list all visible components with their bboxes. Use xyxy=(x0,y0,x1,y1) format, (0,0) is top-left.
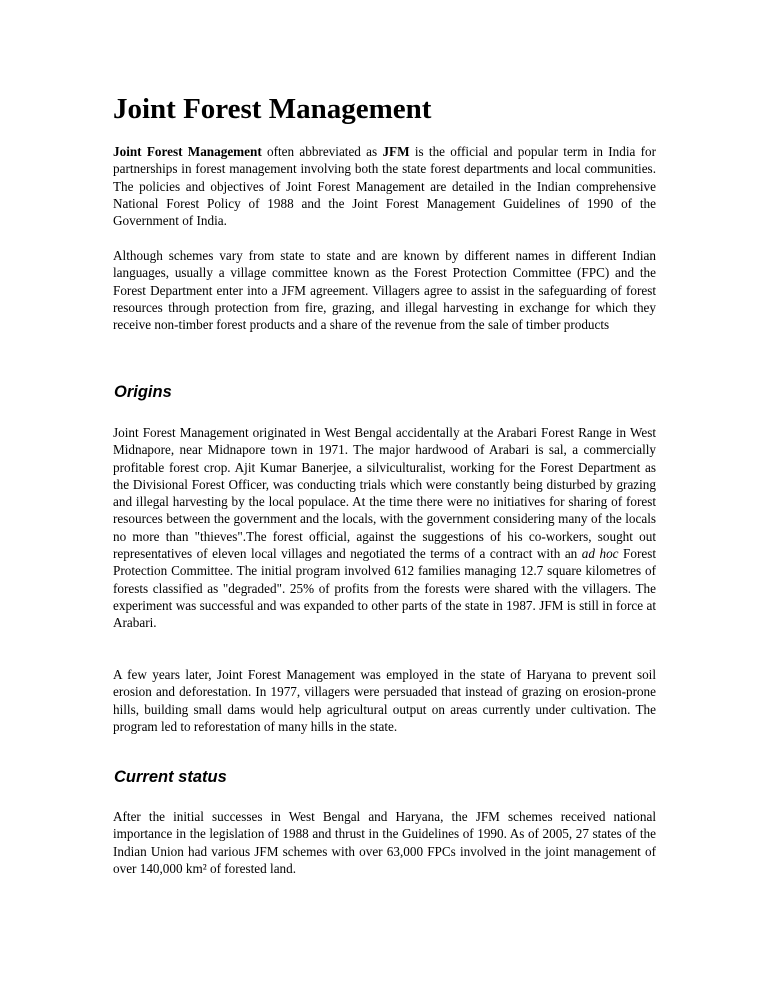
bold-term-jfm: JFM xyxy=(382,144,410,159)
section-heading-current-status: Current status xyxy=(114,768,227,786)
intro-paragraph-2: Although schemes vary from state to state and are known by different names in different Indian languages, usually a village committee known as the Forest Protection Committee (FPC) and the Forest Department enter into a JFM agreement. Villagers agree to assist in the safeguarding of forest resources through protection from fire, grazing, and illegal harvesting in exchange for which they receive non-timber forest products and a share of the revenue from the sale of timber products xyxy=(113,248,656,333)
intro-text-2: is the official and popular term in India for partnerships in forest management involving both the state forest departments and local communities. The policies and objectives of Joint Forest Management are detailed in the Indian comprehensive National Forest Policy of 1988 and the Joint Forest Management Guidelines of 1990 of the Government of India. xyxy=(113,144,657,229)
origins-text-2: Forest Protection Committee. The initial program involved 612 families managing 12.7 square kilometres of forests classified as "degraded". 25% of profits from the forests were shared with the villagers. The experiment was successful and was expanded to other parts of the state in 1987. JFM is still in force at Arabari. xyxy=(113,546,657,631)
bold-term-jfm-full: Joint Forest Management xyxy=(113,144,262,159)
origins-paragraph-1 xyxy=(113,424,656,632)
origins-paragraph-2: A few years later, Joint Forest Management was employed in the state of Haryana to prevent soil erosion and deforestation. In 1977, villagers were persuaded that instead of grazing on erosion-prone hills, building small dams would help agricultural output on areas currently under cultivation. The program led to reforestation of many hills in the state. xyxy=(113,667,656,734)
intro-text-1: often abbreviated as xyxy=(261,144,383,159)
section-heading-origins: Origins xyxy=(114,383,172,401)
current-status-paragraph: After the initial successes in West Bengal and Haryana, the JFM schemes received national importance in the legislation of 1988 and thrust in the Guidelines of 1990. As of 2005, 27 states of the Indian Union had various JFM schemes with over 63,000 FPCs involved in the joint management of over 140,000 km² of forested land. xyxy=(113,809,656,876)
intro-paragraph-1 xyxy=(113,143,656,229)
origins-text-1: Joint Forest Management originated in West Bengal accidentally at the Arabari Forest Range in West Midnapore, near Midnapore town in 1971. The major hardwood of Arabari is sal, a commercially profitable forest crop. Ajit Kumar Banerjee, a silviculturalist, working for the Forest Department as the Divisional Forest Officer, was conducting trials which were constantly being disturbed by grazing and illegal harvesting by the local populace. At the time there were no initiatives for sharing of forest resources between the government and the locals, with the government considering many of the locals no more than "thieves".The forest official, against the suggestions of his co-workers, sought out representatives of eleven local villages and negotiated the terms of a contract with an xyxy=(113,425,656,562)
italic-ad-hoc: ad hoc xyxy=(581,546,619,562)
page-title: Joint Forest Management xyxy=(113,93,432,125)
